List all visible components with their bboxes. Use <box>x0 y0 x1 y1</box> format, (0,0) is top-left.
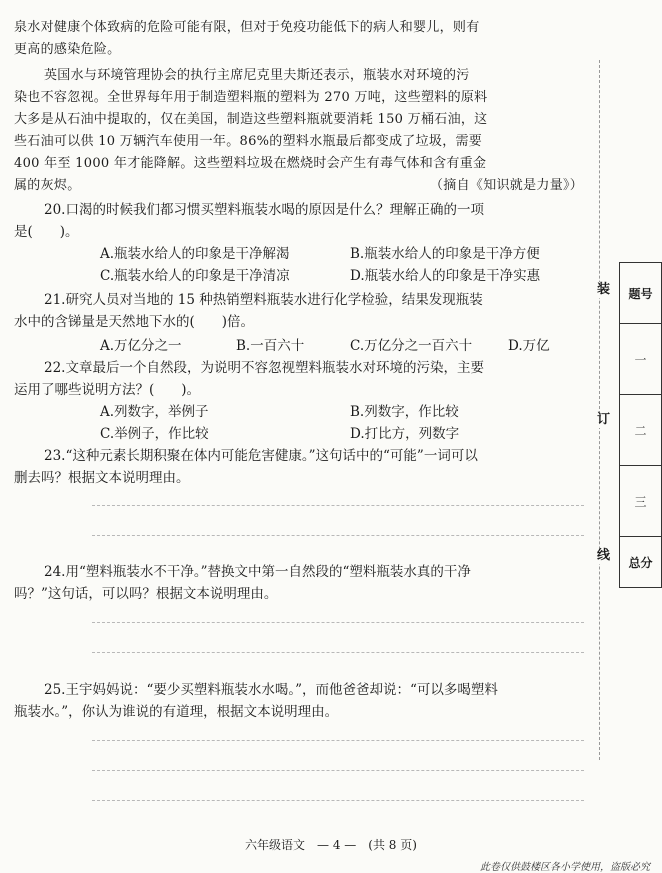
question-text: 22.文章最后一个自然段，为说明不容忽视塑料瓶装水对环境的污染，主要 <box>44 360 484 376</box>
page-footer: 六年级语文 — 4 — (共 8 页) <box>245 838 417 852</box>
passage-line: 400 年至 1000 年才能降解。这些塑料垃圾在燃烧时会产生有毒气体和含有重金 <box>14 156 487 171</box>
question-text: 瓶装水。”，你认为谁说的有道理，根据文本说明理由。 <box>14 704 339 720</box>
passage-line: 大多是从石油中提取的，仅在美国，制造这些塑料瓶就要消耗 150 万桶石油，这 <box>14 112 488 127</box>
score-row-1: 一 <box>620 324 662 395</box>
answer-line[interactable] <box>92 740 584 741</box>
passage-line: 些石油可以供 10 万辆汽车使用一年。86%的塑料水瓶最后都变成了垃圾，需要 <box>14 134 483 149</box>
question-text: 25.王宇妈妈说：“要少买塑料瓶装水水喝。”，而他爸爸却说：“可以多喝塑料 <box>44 682 498 698</box>
passage-line: 更高的感染危险。 <box>14 42 121 57</box>
question-text: 是( )。 <box>14 224 79 240</box>
option-c[interactable]: C.举例子，作比较 <box>100 426 209 442</box>
answer-line[interactable] <box>92 800 584 801</box>
question-text: 删去吗？根据文本说明理由。 <box>14 470 190 486</box>
question-text: 吗？”这句话，可以吗？根据文本说明理由。 <box>14 586 278 602</box>
passage-line: 染也不容忽视。全世界每年用于制造塑料瓶的塑料为 270 万吨，这些塑料的原料 <box>14 90 488 105</box>
score-total: 总分 <box>620 537 662 588</box>
option-a[interactable]: A.列数字，举例子 <box>100 404 209 420</box>
question-text: 20.口渴的时候我们都习惯买塑料瓶装水喝的原因是什么？理解正确的一项 <box>44 202 484 218</box>
binding-line <box>599 60 600 760</box>
question-text: 运用了哪些说明方法？( )。 <box>14 382 201 398</box>
binding-char: 线 <box>597 548 611 563</box>
option-c[interactable]: C.瓶装水给人的印象是干净清凉 <box>100 268 290 284</box>
answer-line[interactable] <box>92 505 584 506</box>
passage-line: 属的灰烬。 <box>14 178 81 193</box>
option-d[interactable]: D.瓶装水给人的印象是干净实惠 <box>350 268 541 284</box>
option-d[interactable]: D.打比方，列数字 <box>350 426 460 442</box>
option-c[interactable]: C.万亿分之一百六十 <box>350 338 473 354</box>
answer-line[interactable] <box>92 770 584 771</box>
passage-source: （摘自《知识就是力量》） <box>430 178 584 193</box>
score-table-header: 题号 <box>620 263 662 324</box>
question-text: 24.用“塑料瓶装水不干净。”替换文中第一自然段的“塑料瓶装水真的干净 <box>44 564 471 580</box>
passage-line: 英国水与环境管理协会的执行主席尼克里夫斯还表示，瓶装水对环境的污 <box>44 68 470 83</box>
question-text: 水中的含锑量是天然地下水的( )倍。 <box>14 314 255 330</box>
score-table <box>619 262 662 588</box>
question-text: 21.研究人员对当地的 15 种热销塑料瓶装水进行化学检验，结果发现瓶装 <box>44 292 483 308</box>
passage-line: 泉水对健康个体致病的危险可能有限，但对于免疫功能低下的病人和婴儿，则有 <box>14 20 480 35</box>
binding-char: 订 <box>597 412 611 427</box>
option-b[interactable]: B.瓶装水给人的印象是干净方便 <box>350 246 540 262</box>
score-row-2: 二 <box>620 395 662 466</box>
score-row-3: 三 <box>620 466 662 537</box>
option-b[interactable]: B.一百六十 <box>236 338 305 354</box>
copyright-note: 此卷仅供鼓楼区各小学使用，盗版必究 <box>480 862 650 873</box>
answer-line[interactable] <box>92 535 584 536</box>
option-a[interactable]: A.万亿分之一 <box>100 338 182 354</box>
answer-line[interactable] <box>92 652 584 653</box>
answer-line[interactable] <box>92 622 584 623</box>
option-b[interactable]: B.列数字，作比较 <box>350 404 459 420</box>
binding-char: 装 <box>597 282 611 297</box>
option-a[interactable]: A.瓶装水给人的印象是干净解渴 <box>100 246 290 262</box>
question-text: 23.“这种元素长期积聚在体内可能危害健康。”这句话中的“可能”一词可以 <box>44 448 478 464</box>
option-d[interactable]: D.万亿 <box>508 338 550 354</box>
